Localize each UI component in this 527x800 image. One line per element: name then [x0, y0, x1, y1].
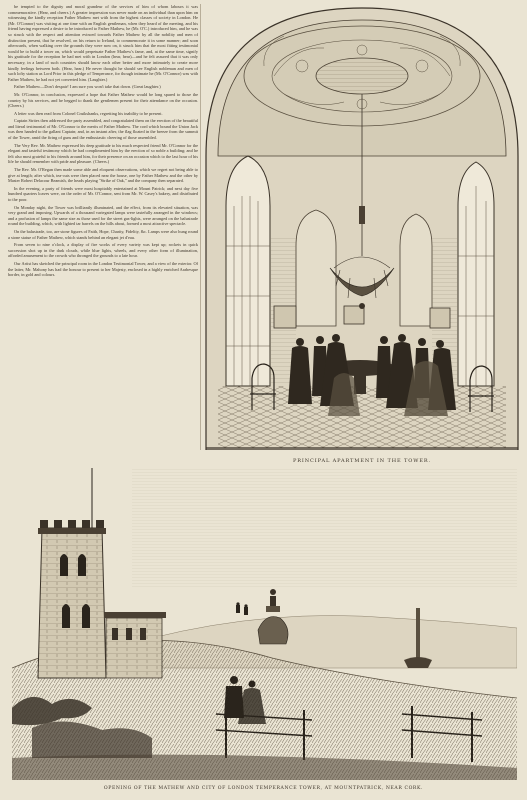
landscape-engraving	[12, 468, 517, 780]
interior-caption: PRINCIPAL APARTMENT IN THE TOWER.	[292, 458, 432, 464]
article-paragraph: The Rev. Mr. O'Regan then made some able and eloquent observations, which we regret not being able to give at length; after which, tea-cuts were then placed near the house, one by Father Mathew and the other by Master Robert Delacour Beamish, the heads playing "Strike of Oak," and the company then separated.	[8, 167, 198, 184]
article-paragraph: From seven to nine o'clock, a display of fire works of every variety was kept up; rockets in quick succession shot up in the dark clouds, while blue lights, wheels, and every other form of illumination, afforded amusement to the crowds who thronged the grounds to a late hour.	[8, 242, 198, 259]
article-paragraph: Captain Strites then addressed the party assembled, and congratulated them on the erection of the beautiful and literal testimonial of Mr. O'Connor to the merits of Father Mathew. The cord which bound the Union Jack was then handed to the gallant Captain; and, in an instant after, the flag floated in the breeze from the summit of the Tower, amid the firing of guns and the enthusiastic cheering of those assembled.	[8, 118, 198, 141]
article-paragraph: On Monday night, the Tower was brilliantly illuminated, and the effect, from its elevated situation, was very grand and imposing. Upwards of a thousand variegated lamps were tastefully arranged in the windows; and a profusion of lamps the same size as those used for the street gas-lights, were arranged on the balustrade round the building, which, with lighted tar barrels on the hills about, formed a most attractive spectacle.	[8, 204, 198, 227]
article-paragraph: A letter was then read from Colonel Cruikshanks, regretting his inability to be present.	[14, 110, 163, 116]
article-paragraph: Our Artist has sketched the principal room in the London Testimonial Tower, and a view of the exterior. Of the latter, Mr. Mahony has had the honour to present to her Majesty, enclosed in a highly enriched Arabesque border, in gold and colours.	[8, 260, 198, 278]
interior-engraving	[204, 6, 520, 450]
interior-illustration	[204, 6, 520, 450]
article-paragraph: The Very Rev. Mr. Mathew expressed his deep gratitude to his much respected friend Mr. O'Connor for the elegant and tasteful testimony which he had complimented him by the erection of so noble a building; and he felt also most grateful to his friends around him, for their presence on an occasion which to the last hour of his life he should remember with pride and pleasure. (Cheers.)	[8, 142, 198, 165]
column-divider	[200, 4, 201, 450]
landscape-caption: OPENING OF THE MATHEW AND CITY OF LONDON TEMPERANCE TOWER, AT MOUNTPATRICK, NEAR CORK.	[103, 786, 424, 791]
article-paragraph: be tempted to the dignity and moral grandeur of the services of him of whom labours it was commemorative. (Hear, and cheers.) A greater impression was never made on an individual than upon him on witnessing the kindly reception Father Mathew met with from the highest classes of society in London. He (Mr. O'Connor) was visiting at one time with an English gentleman, when they heard of the meeting, and his friend having expressed a desire to be introduced to Father Mathew, he (Mr. O'C.) introduced him, and he was so struck with the respect and attention evinced towards Father Mathew by all the nobility and men of distinction present, that he resolved, on his return to Ireland, to commemorate it in some manner; and soon afterwards, when walking over the grounds they were now on, it struck him that the most fitting testimonial would be to build a tower on, which would perpetuate Father Mathew's fame, and, at the same time, signify his gratitude for the reception he had met with in London (hear, hear)—and he felt assured that it was only necessary, in a land of such countries should know each other better and more intimately to create more kindly feelings between both. (Hear, hear.) He never thought he should see English nobleman and men of such lofty station as Lord Prior in this pledge of Temperance, for though intimate he (Mr. O'Connor) was with Father Mathew, he had not yet converted him. (Laughter.)	[8, 4, 198, 82]
article-paragraph: Father Mathew—Don't despair! I am sure you won't take that down. (Great laughter.)	[14, 84, 161, 90]
tower-illustration	[12, 468, 517, 780]
article-column	[8, 4, 198, 450]
article-paragraph: On the balustrade, too, are stone figures of Faith, Hope, Charity, Fidelity, &c. Lamps were also hung round a stone statue of Father Mathew, which stands behind an elegant jet d'eau.	[8, 228, 198, 240]
article-paragraph: In the evening, a party of friends were most hospitably entertained at Mount Patrick; and next day five hundred quarters loaves were, on the order of Mr. O'Connor, sent from Mr. W. Casey's bakery, and distributed to the poor.	[8, 185, 198, 202]
article-paragraph: Mr. O'Connor, in conclusion, expressed a hope that Father Mathew would be long spared to those the country by his services, and he begged to thank the gentlemen present for their attendance on the occasion. (Cheers.)	[8, 91, 198, 109]
